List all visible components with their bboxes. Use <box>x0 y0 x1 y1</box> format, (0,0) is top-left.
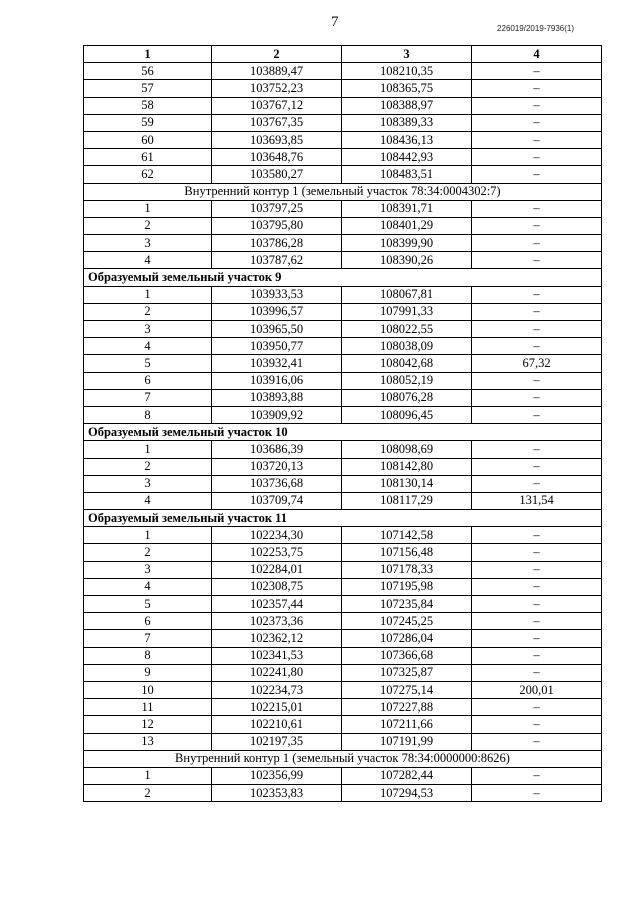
coordinate-y: 108117,29 <box>342 492 472 509</box>
point-number: 58 <box>84 97 212 114</box>
coordinate-y: 107191,99 <box>342 733 472 750</box>
point-number: 3 <box>84 235 212 252</box>
column-header: 2 <box>212 46 342 63</box>
point-number: 10 <box>84 681 212 698</box>
land-plot-title: Образуемый земельный участок 11 <box>84 510 602 527</box>
point-number: 59 <box>84 114 212 131</box>
coordinate-x: 103950,77 <box>212 338 342 355</box>
coordinate-x: 102210,61 <box>212 716 342 733</box>
land-plot-title: Образуемый земельный участок 10 <box>84 424 602 441</box>
column-header: 1 <box>84 46 212 63</box>
table-row <box>84 338 602 355</box>
table-row <box>84 355 602 372</box>
table-row <box>84 441 602 458</box>
coordinate-y: 108401,29 <box>342 217 472 234</box>
coordinate-x: 103580,27 <box>212 166 342 183</box>
distance-value: – <box>472 166 602 183</box>
coordinate-x: 102341,53 <box>212 647 342 664</box>
coordinate-x: 102284,01 <box>212 561 342 578</box>
table-row <box>84 286 602 303</box>
coordinate-y: 107245,25 <box>342 613 472 630</box>
coordinate-y: 108436,13 <box>342 131 472 148</box>
coordinate-x: 103648,76 <box>212 149 342 166</box>
table-row <box>84 733 602 750</box>
point-number: 7 <box>84 389 212 406</box>
table-row <box>84 561 602 578</box>
coordinate-x: 103786,28 <box>212 235 342 252</box>
coordinate-x: 103767,12 <box>212 97 342 114</box>
coordinate-y: 107294,53 <box>342 785 472 802</box>
table-row <box>84 492 602 509</box>
coordinate-y: 107227,88 <box>342 699 472 716</box>
distance-value: – <box>472 97 602 114</box>
coordinate-x: 103693,85 <box>212 131 342 148</box>
table-row <box>84 716 602 733</box>
table-row <box>84 321 602 338</box>
point-number: 3 <box>84 475 212 492</box>
coordinates-table <box>83 45 602 802</box>
coordinate-y: 108076,28 <box>342 389 472 406</box>
table-row <box>84 252 602 269</box>
document-id: 226019/2019-7936(1) <box>497 24 574 33</box>
distance-value: – <box>472 252 602 269</box>
point-number: 6 <box>84 372 212 389</box>
table-row <box>84 630 602 647</box>
point-number: 3 <box>84 321 212 338</box>
coordinate-y: 107991,33 <box>342 303 472 320</box>
distance-value: – <box>472 389 602 406</box>
coordinate-y: 107366,68 <box>342 647 472 664</box>
coordinate-x: 102308,75 <box>212 578 342 595</box>
coordinate-y: 108391,71 <box>342 200 472 217</box>
table-row <box>84 80 602 97</box>
distance-value: – <box>472 699 602 716</box>
distance-value: – <box>472 578 602 595</box>
table-row <box>84 785 602 802</box>
coordinate-y: 107235,84 <box>342 596 472 613</box>
point-number: 4 <box>84 252 212 269</box>
coordinate-x: 102353,83 <box>212 785 342 802</box>
point-number: 62 <box>84 166 212 183</box>
table-row <box>84 303 602 320</box>
coordinate-x: 102373,36 <box>212 613 342 630</box>
table-row <box>84 114 602 131</box>
coordinate-x: 103736,68 <box>212 475 342 492</box>
distance-value: – <box>472 561 602 578</box>
coordinate-y: 108442,93 <box>342 149 472 166</box>
coordinate-y: 108042,68 <box>342 355 472 372</box>
section-header-row <box>84 269 602 286</box>
table-row <box>84 578 602 595</box>
point-number: 1 <box>84 200 212 217</box>
table-row <box>84 699 602 716</box>
column-header: 3 <box>342 46 472 63</box>
coordinate-y: 107195,98 <box>342 578 472 595</box>
distance-value: – <box>472 596 602 613</box>
point-number: 57 <box>84 80 212 97</box>
inner-contour-row <box>84 183 602 200</box>
coordinate-x: 103889,47 <box>212 63 342 80</box>
coordinate-x: 103933,53 <box>212 286 342 303</box>
table-body <box>84 63 602 802</box>
point-number: 1 <box>84 286 212 303</box>
distance-value: – <box>472 286 602 303</box>
point-number: 12 <box>84 716 212 733</box>
table-row <box>84 647 602 664</box>
inner-contour-title: Внутренний контур 1 (земельный участок 78:34:0004302:7) <box>84 183 602 200</box>
coordinate-x: 103795,80 <box>212 217 342 234</box>
table-row <box>84 681 602 698</box>
point-number: 2 <box>84 785 212 802</box>
coordinate-x: 102362,12 <box>212 630 342 647</box>
coordinate-y: 108210,35 <box>342 63 472 80</box>
table-row <box>84 527 602 544</box>
table-row <box>84 475 602 492</box>
coordinate-x: 103932,41 <box>212 355 342 372</box>
point-number: 6 <box>84 613 212 630</box>
coordinate-y: 108365,75 <box>342 80 472 97</box>
distance-value: – <box>472 80 602 97</box>
table-row <box>84 613 602 630</box>
table-row <box>84 664 602 681</box>
distance-value: – <box>472 131 602 148</box>
table-row <box>84 166 602 183</box>
section-header-row <box>84 510 602 527</box>
coordinate-x: 103752,23 <box>212 80 342 97</box>
distance-value: – <box>472 114 602 131</box>
distance-value: 131,54 <box>472 492 602 509</box>
coordinate-x: 103996,57 <box>212 303 342 320</box>
coordinate-x: 103916,06 <box>212 372 342 389</box>
distance-value: – <box>472 372 602 389</box>
distance-value: – <box>472 406 602 423</box>
table-row <box>84 149 602 166</box>
distance-value: – <box>472 217 602 234</box>
point-number: 4 <box>84 578 212 595</box>
distance-value: – <box>472 441 602 458</box>
point-number: 60 <box>84 131 212 148</box>
coordinate-y: 108096,45 <box>342 406 472 423</box>
point-number: 1 <box>84 767 212 784</box>
distance-value: – <box>472 235 602 252</box>
distance-value: – <box>472 664 602 681</box>
coordinate-y: 108022,55 <box>342 321 472 338</box>
coordinate-x: 103909,92 <box>212 406 342 423</box>
inner-contour-title: Внутренний контур 1 (земельный участок 78:34:0000000:8626) <box>84 750 602 767</box>
coordinate-x: 103686,39 <box>212 441 342 458</box>
point-number: 5 <box>84 355 212 372</box>
coordinate-y: 108067,81 <box>342 286 472 303</box>
distance-value: – <box>472 303 602 320</box>
distance-value: – <box>472 63 602 80</box>
coordinate-x: 102234,30 <box>212 527 342 544</box>
coordinate-y: 107142,58 <box>342 527 472 544</box>
page-number: 7 <box>331 14 339 30</box>
point-number: 1 <box>84 527 212 544</box>
coordinate-y: 107282,44 <box>342 767 472 784</box>
point-number: 9 <box>84 664 212 681</box>
point-number: 56 <box>84 63 212 80</box>
point-number: 1 <box>84 441 212 458</box>
point-number: 2 <box>84 303 212 320</box>
distance-value: – <box>472 338 602 355</box>
point-number: 2 <box>84 217 212 234</box>
coordinate-y: 107156,48 <box>342 544 472 561</box>
coordinate-y: 107178,33 <box>342 561 472 578</box>
point-number: 3 <box>84 561 212 578</box>
coordinate-y: 108388,97 <box>342 97 472 114</box>
coordinate-x: 103720,13 <box>212 458 342 475</box>
table-header-row <box>84 46 602 63</box>
coordinate-y: 108098,69 <box>342 441 472 458</box>
table-row <box>84 544 602 561</box>
point-number: 7 <box>84 630 212 647</box>
coordinate-y: 107275,14 <box>342 681 472 698</box>
coordinate-x: 102253,75 <box>212 544 342 561</box>
coordinate-y: 108389,33 <box>342 114 472 131</box>
distance-value: – <box>472 544 602 561</box>
distance-value: – <box>472 630 602 647</box>
section-header-row <box>84 424 602 441</box>
coordinate-x: 103709,74 <box>212 492 342 509</box>
point-number: 61 <box>84 149 212 166</box>
point-number: 8 <box>84 647 212 664</box>
distance-value: – <box>472 475 602 492</box>
coordinate-y: 107286,04 <box>342 630 472 647</box>
coordinate-x: 102234,73 <box>212 681 342 698</box>
table-row <box>84 458 602 475</box>
table-row <box>84 389 602 406</box>
table-row <box>84 372 602 389</box>
coordinate-x: 103797,25 <box>212 200 342 217</box>
coordinate-y: 108038,09 <box>342 338 472 355</box>
column-header: 4 <box>472 46 602 63</box>
point-number: 13 <box>84 733 212 750</box>
coordinate-y: 108130,14 <box>342 475 472 492</box>
coordinate-y: 108390,26 <box>342 252 472 269</box>
distance-value: 200,01 <box>472 681 602 698</box>
distance-value: – <box>472 149 602 166</box>
coordinate-x: 103767,35 <box>212 114 342 131</box>
coordinate-x: 102241,80 <box>212 664 342 681</box>
point-number: 8 <box>84 406 212 423</box>
coordinate-y: 107325,87 <box>342 664 472 681</box>
coordinate-x: 102357,44 <box>212 596 342 613</box>
distance-value: – <box>472 527 602 544</box>
coordinate-x: 103787,62 <box>212 252 342 269</box>
table-row <box>84 200 602 217</box>
table-row <box>84 767 602 784</box>
table-row <box>84 406 602 423</box>
point-number: 4 <box>84 492 212 509</box>
table-row <box>84 131 602 148</box>
distance-value: – <box>472 321 602 338</box>
coordinate-y: 108483,51 <box>342 166 472 183</box>
table-row <box>84 63 602 80</box>
distance-value: – <box>472 767 602 784</box>
point-number: 11 <box>84 699 212 716</box>
table-row <box>84 596 602 613</box>
point-number: 5 <box>84 596 212 613</box>
distance-value: – <box>472 613 602 630</box>
coordinate-x: 102197,35 <box>212 733 342 750</box>
coordinate-y: 108142,80 <box>342 458 472 475</box>
distance-value: – <box>472 647 602 664</box>
land-plot-title: Образуемый земельный участок 9 <box>84 269 602 286</box>
distance-value: 67,32 <box>472 355 602 372</box>
coordinate-x: 102215,01 <box>212 699 342 716</box>
table-row <box>84 235 602 252</box>
table-row <box>84 217 602 234</box>
coordinate-y: 108399,90 <box>342 235 472 252</box>
inner-contour-row <box>84 750 602 767</box>
distance-value: – <box>472 733 602 750</box>
point-number: 2 <box>84 544 212 561</box>
coordinate-x: 103965,50 <box>212 321 342 338</box>
coordinate-x: 103893,88 <box>212 389 342 406</box>
point-number: 4 <box>84 338 212 355</box>
coordinate-x: 102356,99 <box>212 767 342 784</box>
table-row <box>84 97 602 114</box>
point-number: 2 <box>84 458 212 475</box>
coordinate-y: 107211,66 <box>342 716 472 733</box>
distance-value: – <box>472 200 602 217</box>
distance-value: – <box>472 716 602 733</box>
distance-value: – <box>472 458 602 475</box>
distance-value: – <box>472 785 602 802</box>
coordinate-y: 108052,19 <box>342 372 472 389</box>
